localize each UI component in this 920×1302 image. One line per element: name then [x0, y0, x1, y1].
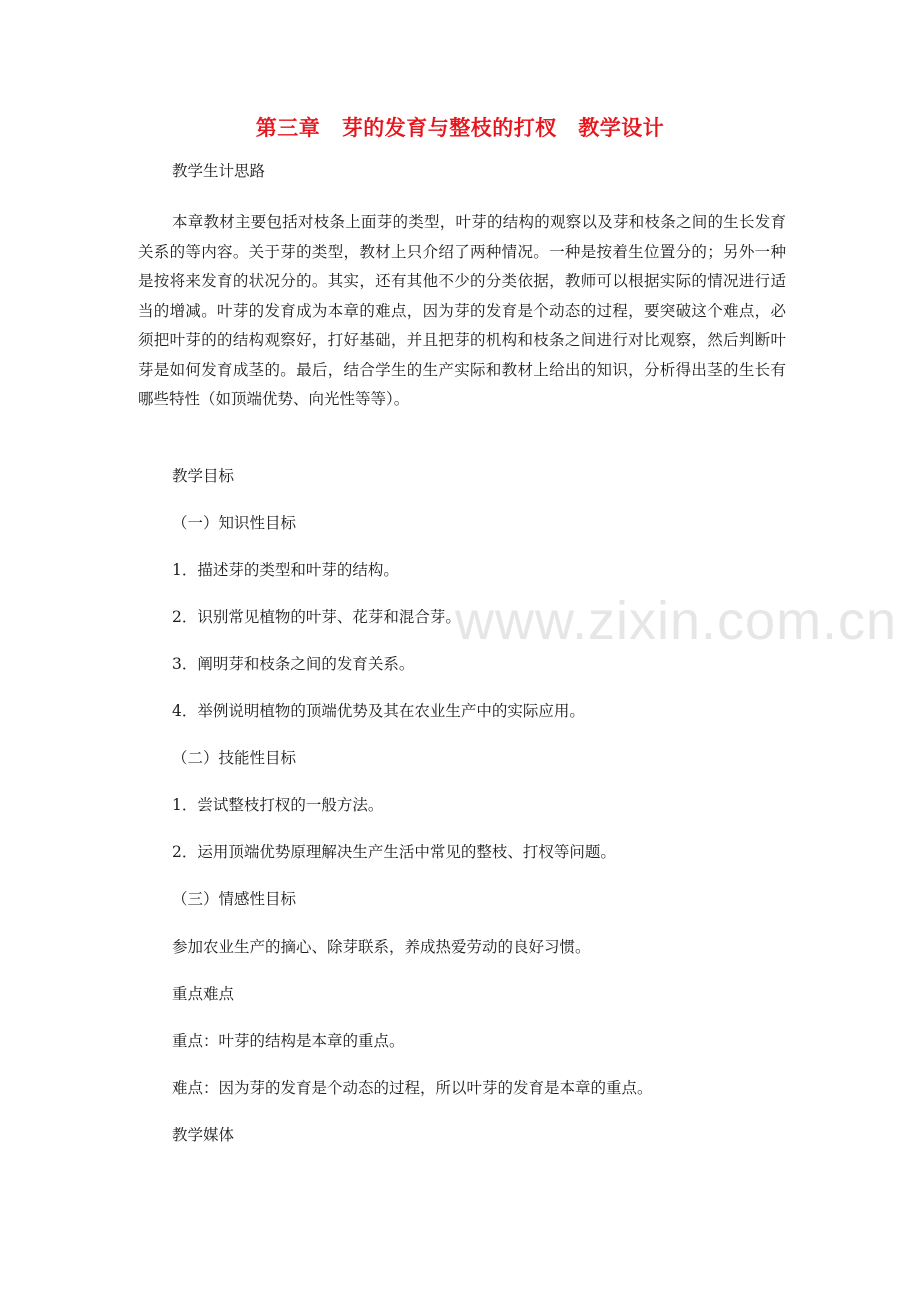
knowledge-heading: （一）知识性目标: [172, 514, 297, 532]
design-heading: 教学生计思路: [172, 162, 266, 180]
skill-item: 1．尝试整枝打杈的一般方法。: [172, 796, 384, 814]
difficult-point-text: 难点：因为芽的发育是个动态的过程，所以叶芽的发育是本章的重点。: [172, 1079, 653, 1097]
media-heading: 教学媒体: [172, 1126, 235, 1144]
knowledge-item: 2．识别常见植物的叶芽、花芽和混合芽。: [172, 608, 461, 626]
key-points-heading: 重点难点: [172, 985, 235, 1003]
skill-item: 2．运用顶端优势原理解决生产生活中常见的整枝、打杈等问题。: [172, 843, 616, 861]
objectives-heading: 教学目标: [172, 467, 235, 485]
intro-paragraph: 本章教材主要包括对枝条上面芽的类型，叶芽的结构的观察以及芽和枝条之间的生长发育关系的等内容。关于芽的类型，教材上只介绍了两种情况。一种是按着生位置分的；另外一种是按将来发育的状况分的。其实，还有其他不少的分类依据，教师可以根据实际的情况进行适当的增减。叶芽的发育成为本章的难点，因为芽的发育是个动态的过程，要突破这个难点，必须把叶芽的的结构观察好，打好基础，并且把芽的机构和枝条之间进行对比观察，然后判断叶芽是如何发育成茎的。最后，结合学生的生产实际和教材上给出的知识，分析得出茎的生长有哪些特性（如顶端优势、向光性等等）。: [138, 213, 786, 408]
key-point-text: 重点：叶芽的结构是本章的重点。: [172, 1032, 405, 1050]
emotion-heading: （三）情感性目标: [172, 890, 297, 908]
emotion-text: 参加农业生产的摘心、除芽联系，养成热爱劳动的良好习惯。: [172, 938, 591, 956]
watermark: www.zixin.com.cn: [455, 591, 898, 651]
knowledge-item: 4．举例说明植物的顶端优势及其在农业生产中的实际应用。: [172, 702, 585, 720]
skill-heading: （二）技能性目标: [172, 749, 297, 767]
document-title: 第三章 芽的发育与整枝的打杈 教学设计: [255, 115, 665, 140]
knowledge-item: 3．阐明芽和枝条之间的发育关系。: [172, 655, 415, 673]
knowledge-item: 1．描述芽的类型和叶芽的结构。: [172, 561, 399, 579]
